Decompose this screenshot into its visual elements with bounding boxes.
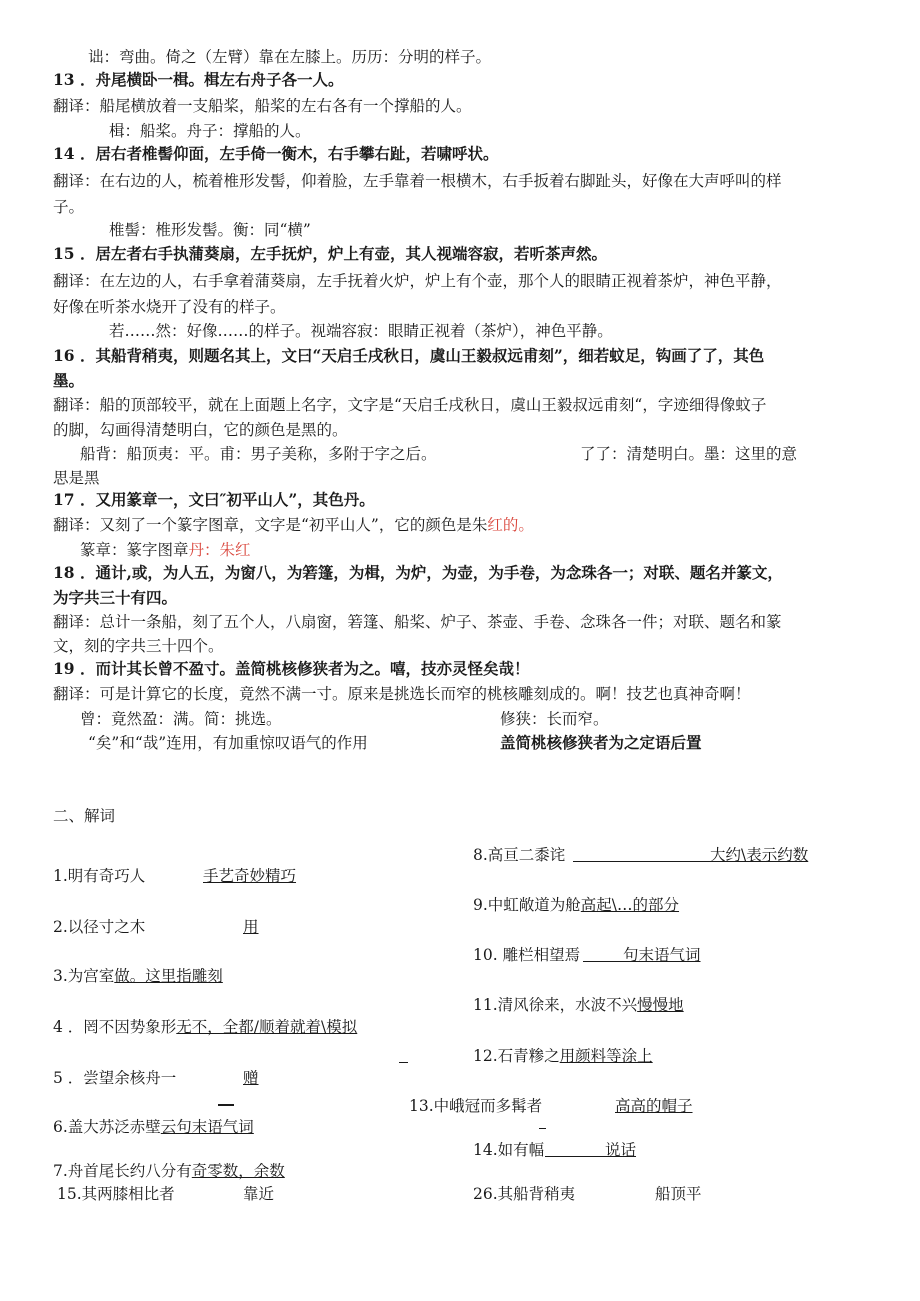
vocab-answer: 赠: [243, 1069, 259, 1087]
vocab-question: 26.其船背稍夷: [473, 1185, 576, 1203]
note-13: 楫：船桨。舟子：撑船的人。: [109, 122, 311, 140]
vocab-question-text: 11.清风徐来，水波不兴: [473, 996, 638, 1014]
note-19c: “矣”和“哉”连用，有加重惊叹语气的作用: [88, 734, 368, 752]
vocab-answer: 奇零数，余数: [191, 1162, 285, 1180]
translation-16b: 的脚，勾画得清楚明白，它的颜色是黑的。: [53, 421, 348, 439]
translation-16a: 翻译：船的顶部较平，就在上面题上名字，文字是“天启壬戌秋日，虞山王毅叔远甫刻“，字迹细得像蚊子: [53, 396, 767, 414]
vocab-question: 1.明有奇巧人: [53, 867, 146, 885]
translation-13: 翻译：船尾横放着一支船桨，船桨的左右各有一个撑船的人。: [53, 97, 472, 115]
translation-19: 翻译：可是计算它的长度，竟然不满一寸。原来是挑选长而窄的桃核雕刻成的。啊！技艺也真神奇啊！: [53, 685, 751, 703]
vocab-question: [53, 1117, 254, 1137]
vocab-answer: 无不，全都/顺着就着\模拟: [176, 1018, 358, 1036]
vocab-question-text: 9.中虹敞道为舱: [473, 896, 581, 914]
translation-17: [53, 515, 534, 535]
note-17-red: 丹：朱红: [188, 541, 251, 559]
translation-17-red: 红的。: [487, 516, 534, 534]
note-14: 椎髻：椎形发髻。衡：同“横”: [109, 221, 311, 239]
note-17: [80, 540, 251, 560]
vocab-question: 10. 雕栏相望焉: [473, 946, 581, 964]
vocab-question-text: 12.石青糁之: [473, 1047, 560, 1065]
vocab-question: [473, 1046, 653, 1066]
note-15: 若……然：好像……的样子。视端容寂：眼睛正视着（茶炉），神色平静。: [109, 322, 613, 340]
vocab-question: 2.以径寸之木: [53, 918, 146, 936]
vocab-question: [53, 1017, 357, 1037]
note-17-text: 篆章：篆字图章: [80, 541, 189, 559]
vocab-question: 14.如有幅: [473, 1141, 545, 1159]
note-19a: 曾：竟然盈：满。简：挑选。: [80, 710, 282, 728]
vocab-question-text: 4 ．罔不因势象形: [53, 1018, 177, 1036]
note-16a: 船背：船顶夷：平。甫：男子美称，多附于字之后。: [80, 445, 437, 463]
vocab-question: [473, 895, 679, 915]
vocab-question-text: 7.舟首尾长约八分有: [53, 1162, 192, 1180]
vocab-answer: 云句末语气词: [160, 1118, 254, 1136]
vocab-question-text: 6.盖大苏泛赤壁: [53, 1118, 161, 1136]
translation-18a: 翻译：总计一条船，刻了五个人，八扇窗，箬篷、船桨、炉子、茶壶、手卷、念珠各一件；对联、题名和篆: [53, 613, 782, 631]
vocab-question: 5 ．尝望余核舟一: [53, 1069, 177, 1087]
note-19b: 修狭：长而窄。: [500, 710, 609, 728]
note-line: 诎：弯曲。倚之（左臂）靠在左膝上。历历：分明的样子。: [88, 48, 492, 66]
vocab-answer: 高高的帽子: [615, 1097, 693, 1115]
answer-blank: [545, 1156, 605, 1157]
vocab-answer: 船顶平: [655, 1185, 702, 1203]
vocab-question: 13.中峨冠而多髯者: [409, 1097, 543, 1115]
translation-17-text: 翻译：又刻了一个篆字图章，文字是“初平山人”，它的颜色是朱: [53, 516, 488, 534]
vocab-answer: 高起\…的部分: [580, 896, 680, 914]
note-16c: 思是黑: [53, 469, 100, 487]
vocab-answer: 用颜料等涂上: [559, 1047, 653, 1065]
sentence-15: 15 ．居左者右手执蒲葵扇，左手抚炉，炉上有壶，其人视端容寂，若听茶声然。: [53, 244, 607, 263]
vocab-answer: 慢慢地: [637, 996, 684, 1014]
vocab-question: [473, 995, 684, 1015]
note-19d: 盖简桃核修狭者为之定语后置: [500, 733, 702, 752]
sentence-18a: 18 ．通计,或，为人五，为窗八，为箬篷，为楫，为炉，为壶，为手卷，为念珠各一；对联、题名并篆文，: [53, 563, 783, 582]
vocab-question: 8.高亘二黍诧: [473, 846, 566, 864]
blank-mark: [399, 1062, 408, 1063]
sentence-13: 13 ．舟尾横卧一楫。楫左右舟子各一人。: [53, 70, 344, 89]
vocab-answer: 用: [243, 918, 259, 936]
translation-14b: 子。: [53, 198, 85, 216]
answer-blank: [583, 961, 623, 962]
sentence-18b: 为字共三十有四。: [53, 588, 178, 607]
translation-15b: 好像在听茶水烧开了没有的样子。: [53, 298, 286, 316]
blank-mark: [539, 1128, 546, 1129]
translation-18b: 文，刻的字共三十四个。: [53, 637, 224, 655]
vocab-answer: 说话: [605, 1141, 637, 1159]
note-16b: 了了：清楚明白。墨：这里的意: [580, 445, 798, 463]
vocab-answer: 靠近: [243, 1185, 275, 1203]
vocab-answer: 句末语气词: [623, 946, 701, 964]
answer-blank: [573, 861, 710, 862]
vocab-answer: 做。这里指雕刻: [114, 967, 223, 985]
vocab-question: [53, 966, 223, 986]
vocab-answer: 手艺奇妙精巧: [203, 867, 297, 885]
sentence-16a: 16 ．其船背稍夷，则题名其上，文曰“天启壬戌秋日，虞山王毅叔远甫刻”，细若蚊足，钩画了了，其色: [53, 346, 765, 365]
sentence-14: 14 ．居右者椎髻仰面，左手倚一衡木，右手攀右趾，若啸呼状。: [53, 144, 499, 163]
vocab-answer: 大约\表示约数: [710, 846, 809, 864]
sentence-16b: 墨。: [53, 371, 85, 390]
vocab-question: 15.其两膝相比者: [57, 1185, 175, 1203]
translation-15a: 翻译：在左边的人，右手拿着蒲葵扇，左手抚着火炉，炉上有个壶，那个人的眼睛正视着茶炉，神色平静，: [53, 272, 782, 290]
sentence-17: 17 ．又用篆章一，文曰″初平山人”，其色丹。: [53, 490, 375, 509]
sentence-19: 19 ．而计其长曾不盈寸。盖简桃核修狭者为之。嘻，技亦灵怪矣哉！: [53, 659, 530, 678]
section-title: 二、解词: [53, 807, 116, 825]
translation-14a: 翻译：在右边的人，梳着椎形发髻，仰着脸，左手靠着一根横木，右手扳着右脚趾头，好像在大声呼叫的样: [53, 172, 782, 190]
blank-mark: [218, 1104, 234, 1106]
vocab-question-text: 3.为宫室: [53, 967, 115, 985]
vocab-question: [53, 1161, 285, 1181]
